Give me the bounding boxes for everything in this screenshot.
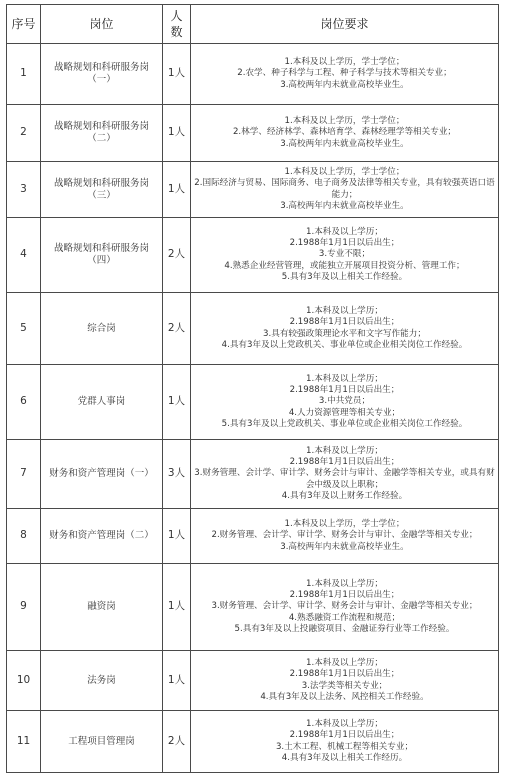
- row-requirements: [191, 44, 499, 105]
- row-index: 8: [7, 509, 41, 564]
- row-count: 1人: [163, 44, 191, 105]
- requirement-line: 3.法学类等相关专业；: [301, 680, 388, 691]
- row-count: 1人: [163, 509, 191, 564]
- table-row: [7, 105, 499, 162]
- table-row: [7, 711, 499, 773]
- row-requirements: [191, 365, 499, 440]
- row-position: 法务岗: [41, 651, 163, 711]
- row-position: 战略规划和科研服务岗（二）: [41, 105, 163, 162]
- row-count: 2人: [163, 711, 191, 773]
- row-requirements: [191, 293, 499, 365]
- row-index: 1: [7, 44, 41, 105]
- row-position: 财务和资产管理岗（二）: [41, 509, 163, 564]
- row-count: 1人: [163, 365, 191, 440]
- requirement-line: 2.1988年1月1日以后出生；: [289, 238, 400, 249]
- table-row: [7, 365, 499, 440]
- row-position: 战略规划和科研服务岗（一）: [41, 44, 163, 105]
- requirement-line: 1.本科及以上学历；: [306, 719, 383, 730]
- row-index: 2: [7, 105, 41, 162]
- row-count: 1人: [163, 162, 191, 218]
- requirement-line: 4.熟悉融资工作流程和规范；: [288, 612, 401, 623]
- table-row: [7, 509, 499, 564]
- row-count: 2人: [163, 293, 191, 365]
- requirement-line: 1.本科及以上学历，学士学位；: [284, 167, 405, 178]
- row-index: 4: [7, 218, 41, 293]
- requirement-line: 4.具有3年及以上党政机关、事业单位或企业相关岗位工作经验。: [221, 339, 468, 350]
- requirement-line: 2.财务管理、会计学、审计学、财务会计与审计、金融学等相关专业；: [211, 530, 478, 541]
- requirement-line: 1.本科及以上学历；: [306, 578, 383, 589]
- requirement-line: 5.具有3年及以上相关工作经验。: [281, 271, 408, 282]
- requirement-line: 4.人力资源管理等相关专业；: [288, 407, 401, 418]
- requirement-line: 4.具有3年及以上相关工作经历。: [281, 752, 408, 763]
- table-row: [7, 218, 499, 293]
- table-row: [7, 293, 499, 365]
- row-requirements: [191, 218, 499, 293]
- requirement-line: 2.国际经济与贸易、国际商务、电子商务及法律等相关专业，具有较强英语口语能力；: [194, 178, 495, 200]
- table-row: [7, 44, 499, 105]
- requirement-line: 2.1988年1月1日以后出生；: [289, 317, 400, 328]
- requirement-line: 2.1988年1月1日以后出生；: [289, 590, 400, 601]
- requirement-line: 3.高校两年内未就业高校毕业生。: [280, 138, 409, 149]
- row-position: 综合岗: [41, 293, 163, 365]
- table-row: [7, 162, 499, 218]
- requirement-line: 1.本科及以上学历，学士学位；: [284, 57, 405, 68]
- table-row: [7, 651, 499, 711]
- row-count: 3人: [163, 440, 191, 509]
- row-index: 7: [7, 440, 41, 509]
- requirement-line: 5.具有3年及以上党政机关、事业单位或企业相关岗位工作经验。: [221, 418, 468, 429]
- row-count: 1人: [163, 105, 191, 162]
- row-requirements: [191, 651, 499, 711]
- row-position: 工程项目管理岗: [41, 711, 163, 773]
- row-requirements: [191, 105, 499, 162]
- row-requirements: [191, 162, 499, 218]
- row-count: 2人: [163, 218, 191, 293]
- requirement-line: 3.高校两年内未就业高校毕业生。: [280, 541, 409, 552]
- requirement-line: 3.中共党员；: [318, 396, 371, 407]
- row-index: 5: [7, 293, 41, 365]
- requirement-line: 2.农学、种子科学与工程、种子科学与技术等相关专业；: [237, 68, 452, 79]
- row-requirements: [191, 711, 499, 773]
- recruitment-table-container: [6, 4, 499, 773]
- requirement-line: 4.熟悉企业经营管理，或能独立开展项目投资分析、管理工作；: [224, 260, 465, 271]
- header-requirements: 岗位要求: [191, 5, 499, 44]
- requirement-line: 1.本科及以上学历；: [306, 306, 383, 317]
- requirement-line: 2.1988年1月1日以后出生；: [289, 730, 400, 741]
- row-index: 9: [7, 564, 41, 651]
- row-requirements: [191, 509, 499, 564]
- requirement-line: 2.1988年1月1日以后出生；: [289, 457, 400, 468]
- requirement-line: 3.专业不限；: [318, 249, 371, 260]
- row-requirements: [191, 440, 499, 509]
- row-index: 6: [7, 365, 41, 440]
- requirement-line: 2.1988年1月1日以后出生；: [289, 669, 400, 680]
- row-position: 战略规划和科研服务岗（三）: [41, 162, 163, 218]
- requirement-line: 3.财务管理、会计学、审计学、财务会计与审计、金融学等相关专业；: [211, 601, 478, 612]
- row-position: 战略规划和科研服务岗（四）: [41, 218, 163, 293]
- recruitment-table: [6, 4, 499, 773]
- row-position: 党群人事岗: [41, 365, 163, 440]
- row-requirements: [191, 564, 499, 651]
- requirement-line: 4.具有3年及以上财务工作经验。: [281, 490, 408, 501]
- requirement-line: 3.高校两年内未就业高校毕业生。: [280, 200, 409, 211]
- requirement-line: 1.本科及以上学历，学士学位；: [284, 519, 405, 530]
- requirement-line: 1.本科及以上学历；: [306, 445, 383, 456]
- row-index: 11: [7, 711, 41, 773]
- requirement-line: 3.财务管理、会计学、审计学、财务会计与审计、金融学等相关专业，或具有财会中级及以上职称；: [194, 468, 495, 490]
- requirement-line: 4.具有3年及以上法务、风控相关工作经验。: [260, 691, 429, 702]
- row-position: 财务和资产管理岗（一）: [41, 440, 163, 509]
- row-count: 1人: [163, 564, 191, 651]
- header-index: 序号: [7, 5, 41, 44]
- requirement-line: 1.本科及以上学历，学士学位；: [284, 116, 405, 127]
- row-index: 10: [7, 651, 41, 711]
- row-count: 1人: [163, 651, 191, 711]
- requirement-line: 1.本科及以上学历；: [306, 373, 383, 384]
- requirement-line: 3.高校两年内未就业高校毕业生。: [280, 79, 409, 90]
- requirement-line: 3.具有较强政策理论水平和文字写作能力；: [263, 328, 426, 339]
- requirement-line: 3.土木工程、机械工程等相关专业；: [275, 741, 414, 752]
- requirement-line: 1.本科及以上学历；: [306, 658, 383, 669]
- requirement-line: 5.具有3年及以上投融资项目、金融证券行业等工作经验。: [234, 623, 455, 634]
- requirement-line: 2.1988年1月1日以后出生；: [289, 385, 400, 396]
- table-row: [7, 564, 499, 651]
- table-row: [7, 440, 499, 509]
- requirement-line: 1.本科及以上学历；: [306, 226, 383, 237]
- row-index: 3: [7, 162, 41, 218]
- header-count: 人数: [163, 5, 191, 44]
- row-position: 融资岗: [41, 564, 163, 651]
- requirement-line: 2.林学、经济林学、森林培育学、森林经理学等相关专业；: [232, 127, 457, 138]
- table-header-row: [7, 5, 499, 44]
- header-position: 岗位: [41, 5, 163, 44]
